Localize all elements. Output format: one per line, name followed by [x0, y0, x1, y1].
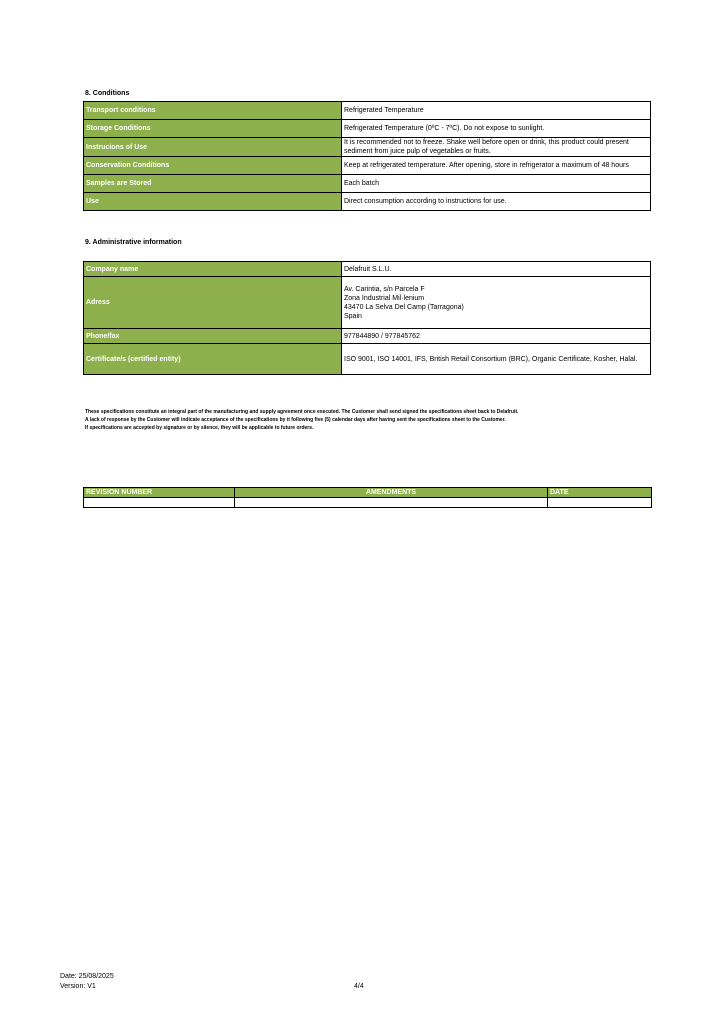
row-label: Use — [84, 193, 342, 211]
amendments-cell — [235, 498, 548, 508]
table-row — [84, 102, 651, 120]
address-line: Zona Industrial Mil·lenium — [344, 294, 425, 302]
row-value: Direct consumption according to instructions for use. — [342, 193, 651, 211]
table-row — [84, 175, 651, 193]
table-row — [84, 193, 651, 211]
certificates-value: ISO 9001, ISO 14001, IFS, British Retail Consortium (BRC), Organic Certificate, Kosher, Halal. — [342, 344, 651, 375]
conditions-table — [83, 101, 651, 211]
row-label: Storage Conditions — [84, 120, 342, 138]
table-row — [84, 344, 651, 375]
table-row — [84, 120, 651, 138]
legal-notes — [85, 408, 665, 432]
address-line: 43470 La Selva Del Camp (Tarragona) — [344, 303, 464, 311]
table-row — [84, 157, 651, 175]
date-header: DATE — [548, 488, 652, 498]
revision-header-row — [84, 488, 652, 498]
row-value: Refrigerated Temperature (0ºC - 7ºC). Do not expose to sunlight. — [342, 120, 651, 138]
section-9-title: 9. Administrative information — [85, 239, 182, 246]
row-value: Refrigerated Temperature — [342, 102, 651, 120]
table-row — [84, 262, 651, 277]
row-label: Transport conditions — [84, 102, 342, 120]
row-label: Instrucions of Use — [84, 138, 342, 157]
row-label: Conservation Conditions — [84, 157, 342, 175]
phone-value: 977844890 / 977845762 — [342, 329, 651, 344]
revision-table — [83, 487, 652, 508]
legal-note: These specifications constitute an integral part of the manufacturing and supply agreement once executed. The Customer shall send signed the specifications sheet back to Delafruit. — [85, 409, 519, 415]
company-name-label: Company name — [84, 262, 342, 277]
address-line: Av. Carintia, s/n Parcela F — [344, 285, 425, 293]
legal-note: A lack of response by the Customer will indicate acceptance of the specifications by it following five (5) calendar days after having sent the specifications sheet to the Customer. — [85, 417, 506, 423]
row-value: Each batch — [342, 175, 651, 193]
table-row — [84, 277, 651, 329]
row-label: Samples are Stored — [84, 175, 342, 193]
revision-empty-row — [84, 498, 652, 508]
amendments-header: AMENDMENTS — [235, 488, 548, 498]
section-8-title: 8. Conditions — [85, 90, 130, 97]
table-row — [84, 329, 651, 344]
table-row — [84, 138, 651, 157]
company-name-value: Delafruit S.L.U. — [342, 262, 651, 277]
certificates-label: Certificate/s (certified entity) — [84, 344, 342, 375]
address-value — [342, 277, 651, 329]
date-cell — [548, 498, 652, 508]
administrative-table — [83, 261, 651, 375]
revision-number-header: REVISION NUMBER — [84, 488, 235, 498]
footer-meta — [60, 972, 114, 992]
row-value: It is recommended not to freeze. Shake well before open or drink, this product could present sediment from juice pulp of vegetables or fruits. — [342, 138, 651, 157]
address-label: Adress — [84, 277, 342, 329]
address-line: Spain — [344, 312, 362, 320]
page-number: 4/4 — [354, 983, 364, 990]
phone-label: Phone/fax — [84, 329, 342, 344]
footer-version: Version: V1 — [60, 983, 96, 990]
legal-note: If specifications are accepted by signature or by silence, they will be applicable to future orders. — [85, 425, 314, 431]
footer-date: Date: 25/08/2025 — [60, 973, 114, 980]
revision-number-cell — [84, 498, 235, 508]
row-value: Keep at refrigerated temperature. After opening, store in refrigerator a maximum of 48 hours — [342, 157, 651, 175]
